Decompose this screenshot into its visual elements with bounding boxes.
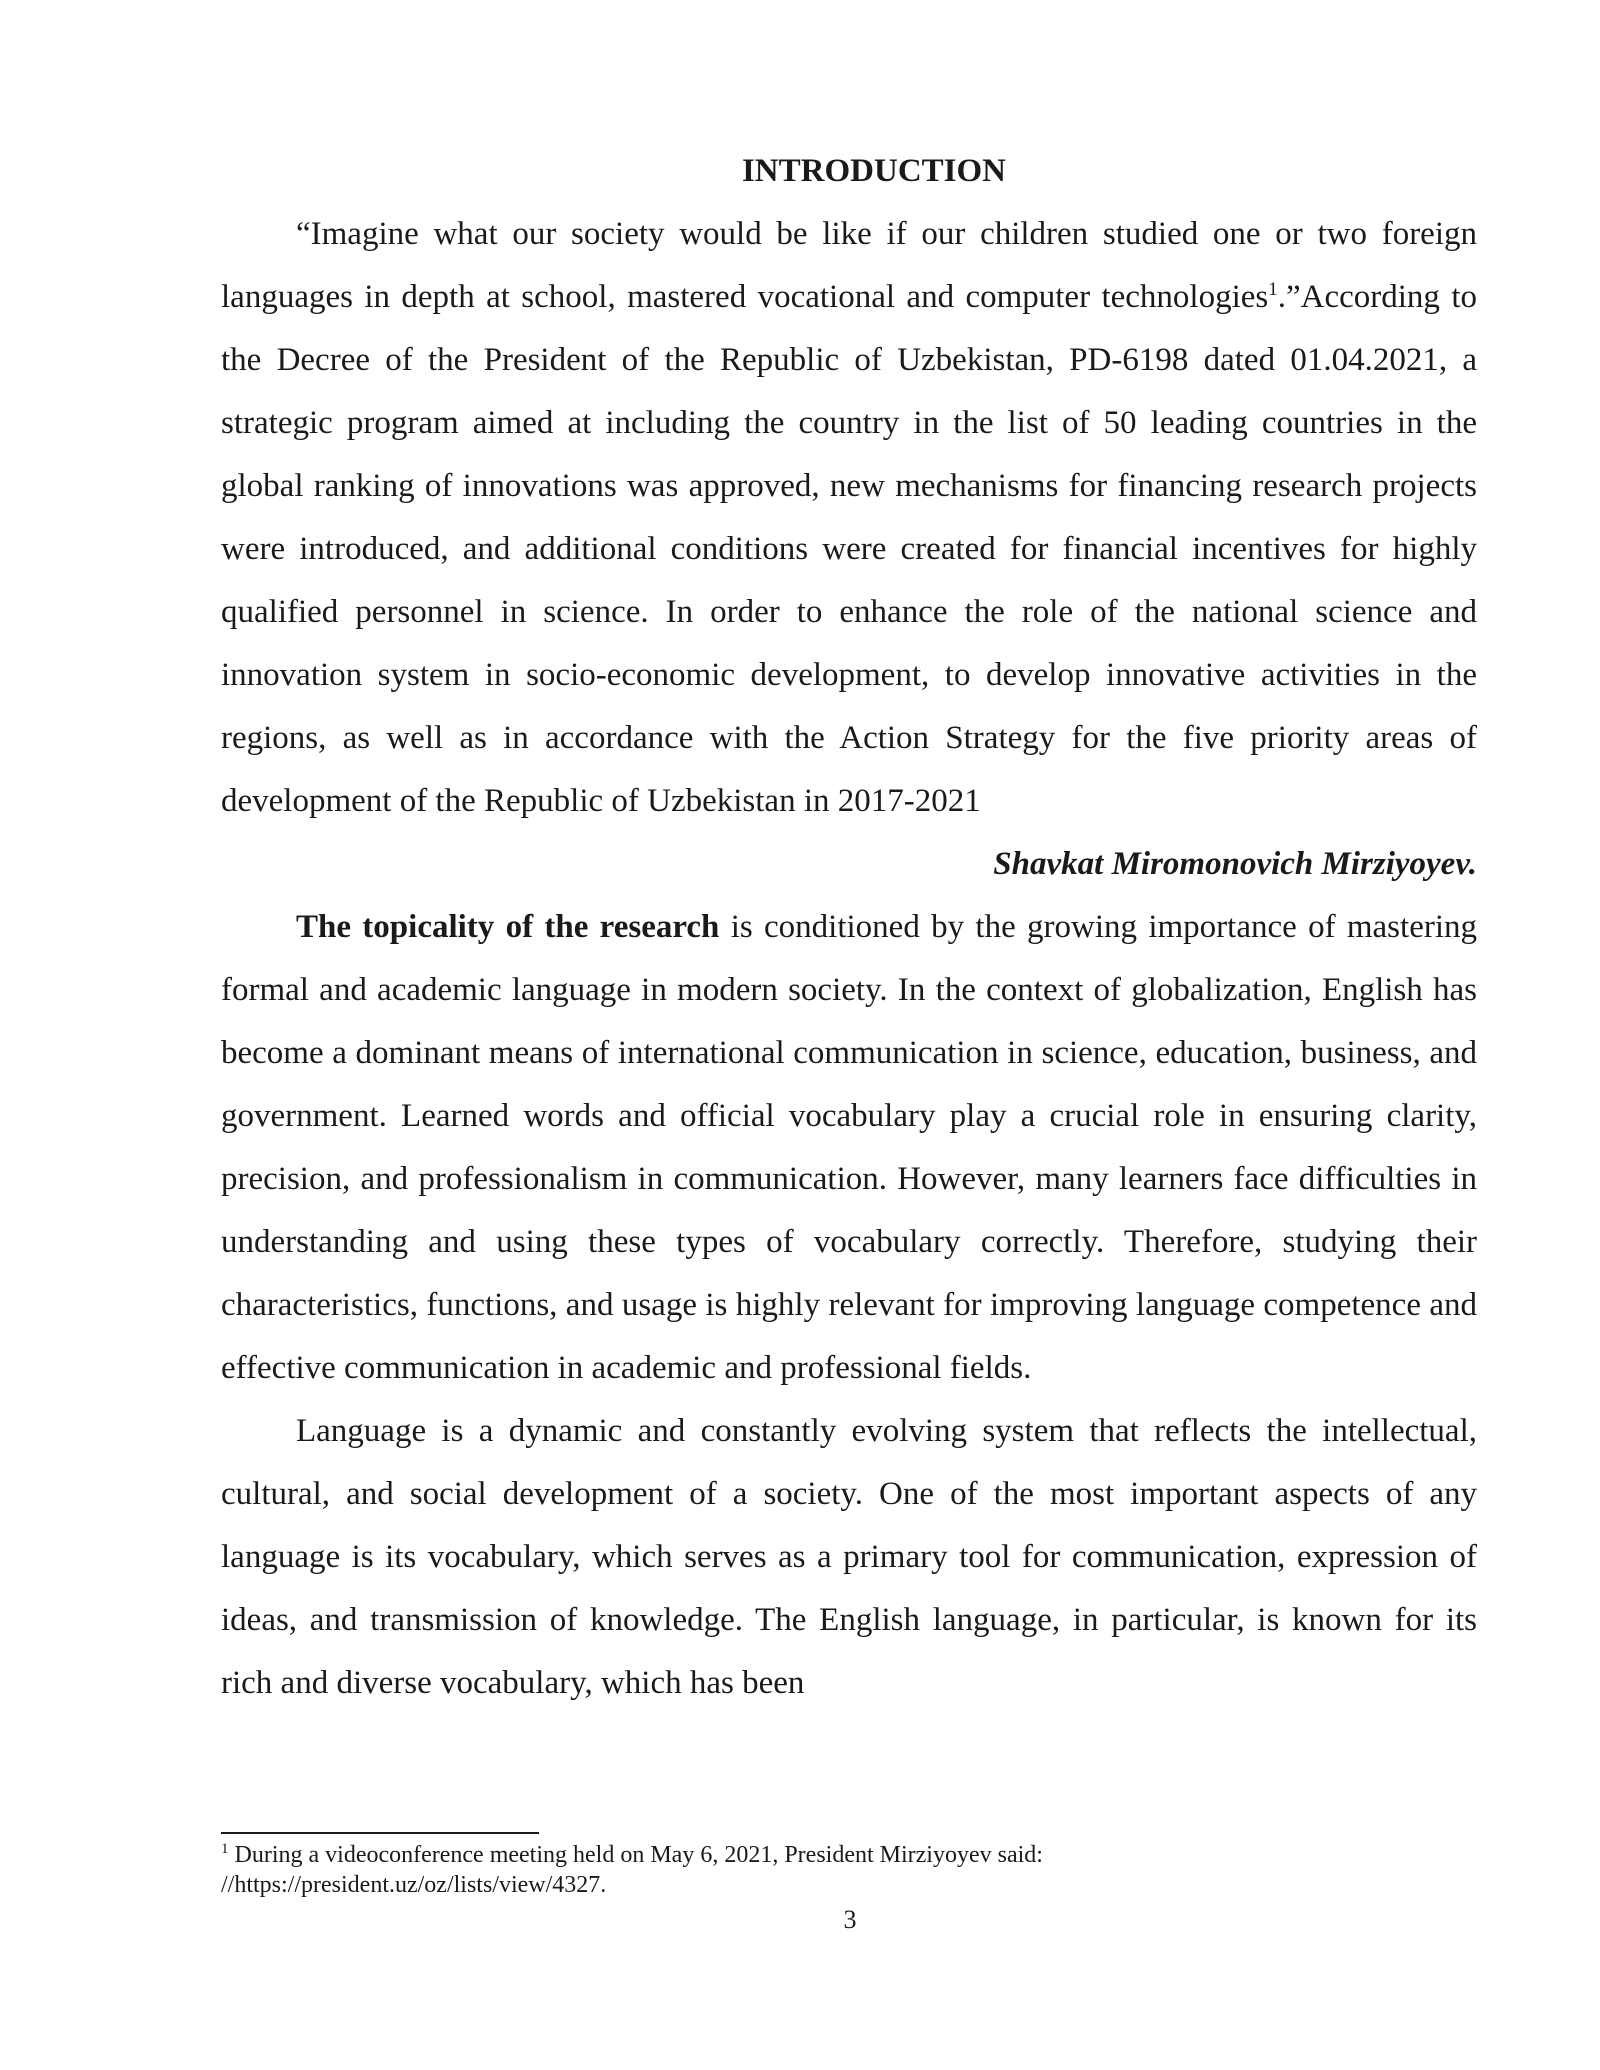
language-paragraph: Language is a dynamic and constantly evolving system that reflects the intellectual, cultural, and social development of a society. One of the most important aspects of any language is its vocabulary, which serves as a primary tool for communication, expression of ideas, and transmission of knowledge. The English language, in particular, is known for its rich and diverse vocabulary, which has been xyxy=(221,1413,1477,1701)
section-heading: INTRODUCTION xyxy=(741,153,1007,189)
body-text xyxy=(221,140,1477,1715)
topicality-lead: The topicality of the research xyxy=(296,909,720,945)
footnote xyxy=(221,1840,1477,1900)
footnote-link[interactable]: //https://president.uz/oz/lists/view/4327. xyxy=(221,1872,607,1898)
footnote-reference[interactable]: 1 xyxy=(1268,279,1278,300)
footnote-separator xyxy=(221,1832,539,1834)
footnote-number: 1 xyxy=(221,1841,229,1857)
president-quote: “Imagine what our society would be like if our children studied one or two foreign languages in depth at school, mastered vocational and computer technologies xyxy=(221,216,1477,315)
page-number: 3 xyxy=(843,1905,857,1934)
quote-signature: Shavkat Miromonovich Mirziyoyev. xyxy=(993,846,1477,882)
topicality-paragraph xyxy=(221,896,1477,1400)
decree-text: .”According to the Decree of the President of the Republic of Uzbekistan, PD-6198 dated 01.04.2021, a strategic program aimed at including the country in the list of 50 leading countries in the global ranking of innovations was approved, new mechanisms for financing research projects were introduced, and additional conditions were created for financial incentives for highly qualified personnel in science. In order to enhance the role of the national science and innovation system in socio-economic development, to develop innovative activities in the regions, as well as in accordance with the Action Strategy for the five priority areas of development of the Republic of Uzbekistan in 2017-2021 xyxy=(221,279,1477,819)
topicality-text: is conditioned by the growing importance of mastering formal and academic language in modern society. In the context of globalization, English has become a dominant means of international communication in science, education, business, and government. Learned words and official vocabulary play a crucial role in ensuring clarity, precision, and professionalism in communication. However, many learners face difficulties in understanding and using these types of vocabulary correctly. Therefore, studying their characteristics, functions, and usage is highly relevant for improving language competence and effective communication in academic and professional fields. xyxy=(221,909,1477,1386)
intro-paragraph xyxy=(221,203,1477,833)
footnote-text: During a videoconference meeting held on May 6, 2021, President Mirziyoyev said: xyxy=(228,1842,1043,1868)
